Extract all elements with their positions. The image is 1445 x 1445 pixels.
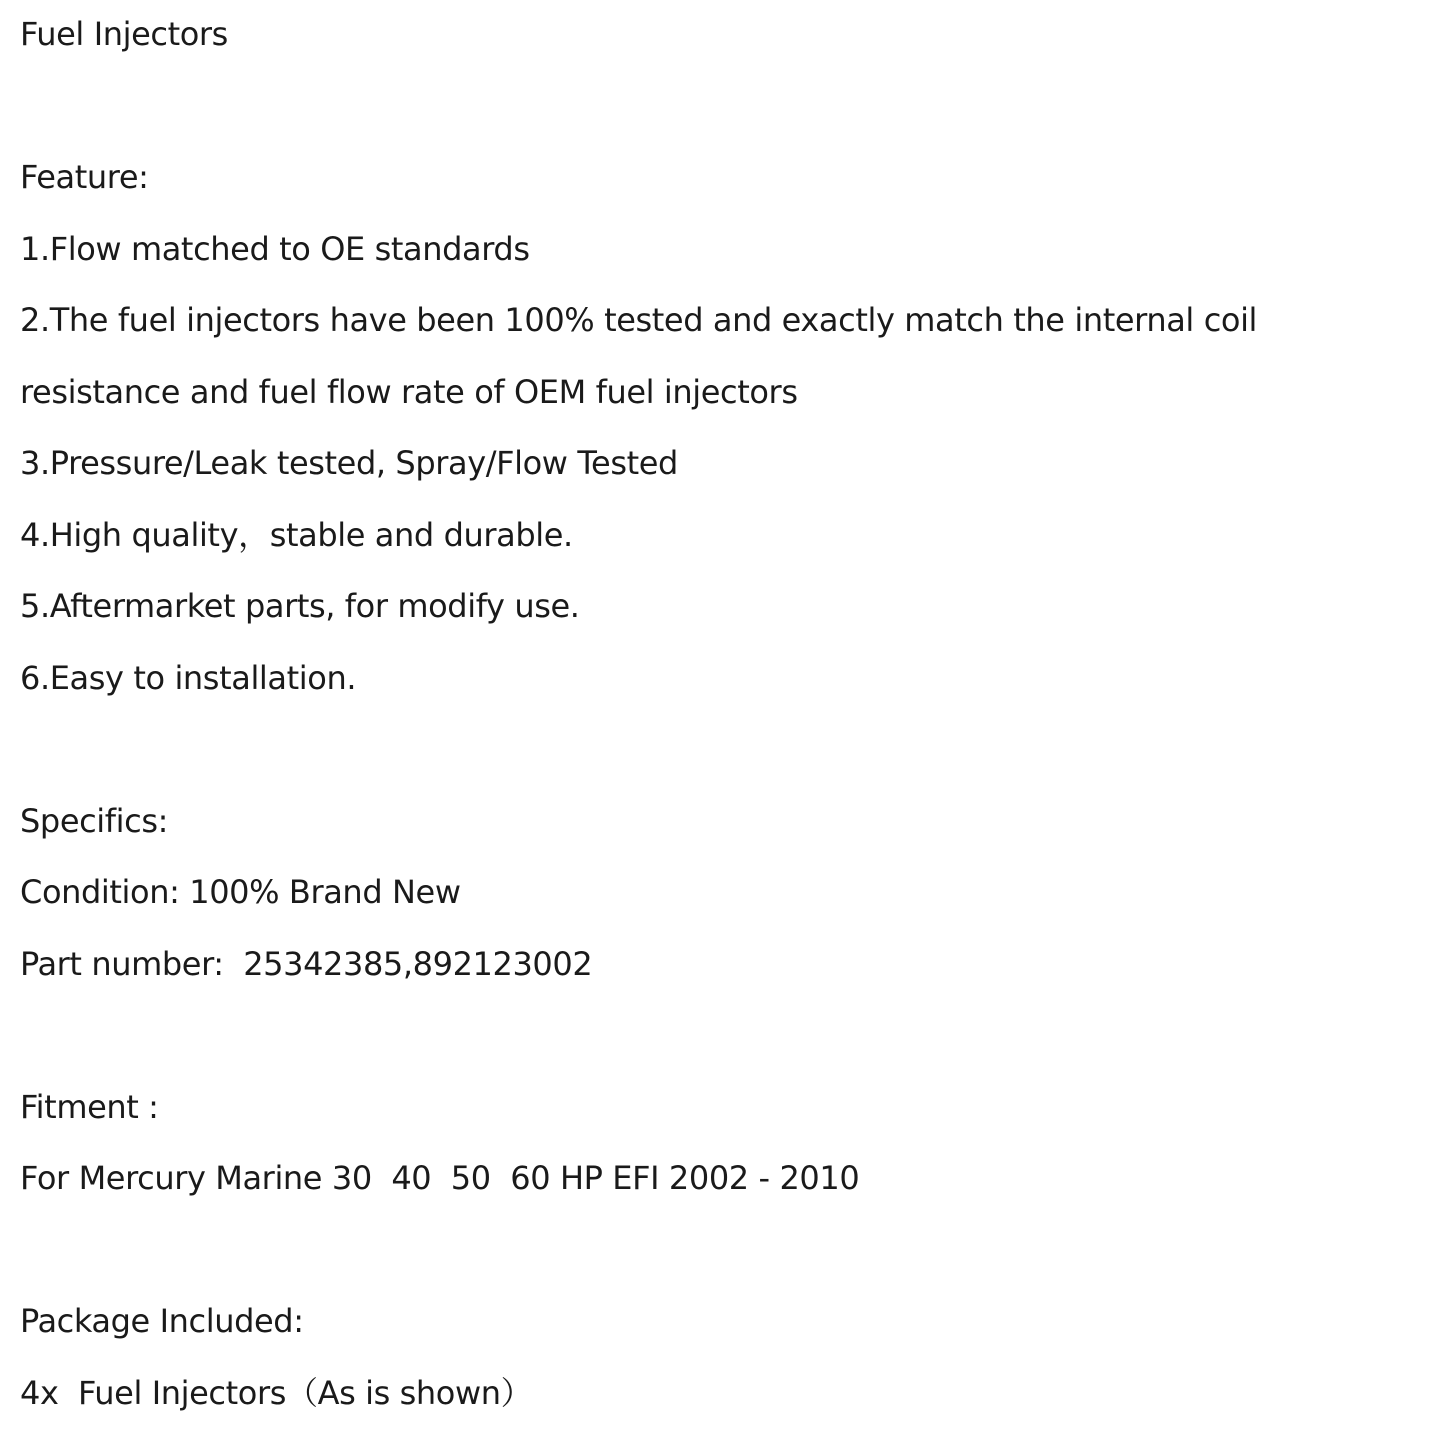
part-number-text: Part number: 25342385,892123002 <box>20 944 593 983</box>
fitment-text: For Mercury Marine 30 40 50 60 HP EFI 2002 - 2010 <box>20 1159 860 1197</box>
package-text: 4x Fuel Injectors（As is shown） <box>20 1373 533 1412</box>
spacer <box>20 84 1420 156</box>
feature-item-3: 3.Pressure/Leak tested, Spray/Flow Tested <box>20 444 678 482</box>
product-description <box>20 12 1420 1442</box>
feature-item-2-continued: resistance and fuel flow rate of OEM fuel injectors <box>20 372 798 411</box>
feature-item-4: 4.High quality，stable and durable. <box>20 515 573 554</box>
specifics-heading: Specifics: <box>20 801 169 840</box>
feature-heading: Feature: <box>20 158 149 196</box>
spacer <box>20 1228 1420 1300</box>
feature-item-6: 6.Easy to installation. <box>20 658 357 697</box>
feature-item-1: 1.Flow matched to OE standards <box>20 229 530 268</box>
feature-item-5: 5.Aftermarket parts, for modify use. <box>20 587 580 625</box>
package-heading: Package Included: <box>20 1302 304 1340</box>
condition-text: Condition: 100% Brand New <box>20 873 461 911</box>
feature-item-2: 2.The fuel injectors have been 100% tested and exactly match the internal coil <box>20 301 1258 339</box>
fitment-heading: Fitment : <box>20 1087 159 1126</box>
spacer <box>20 1013 1420 1085</box>
document-title: Fuel Injectors <box>20 15 228 53</box>
spacer <box>20 727 1420 799</box>
